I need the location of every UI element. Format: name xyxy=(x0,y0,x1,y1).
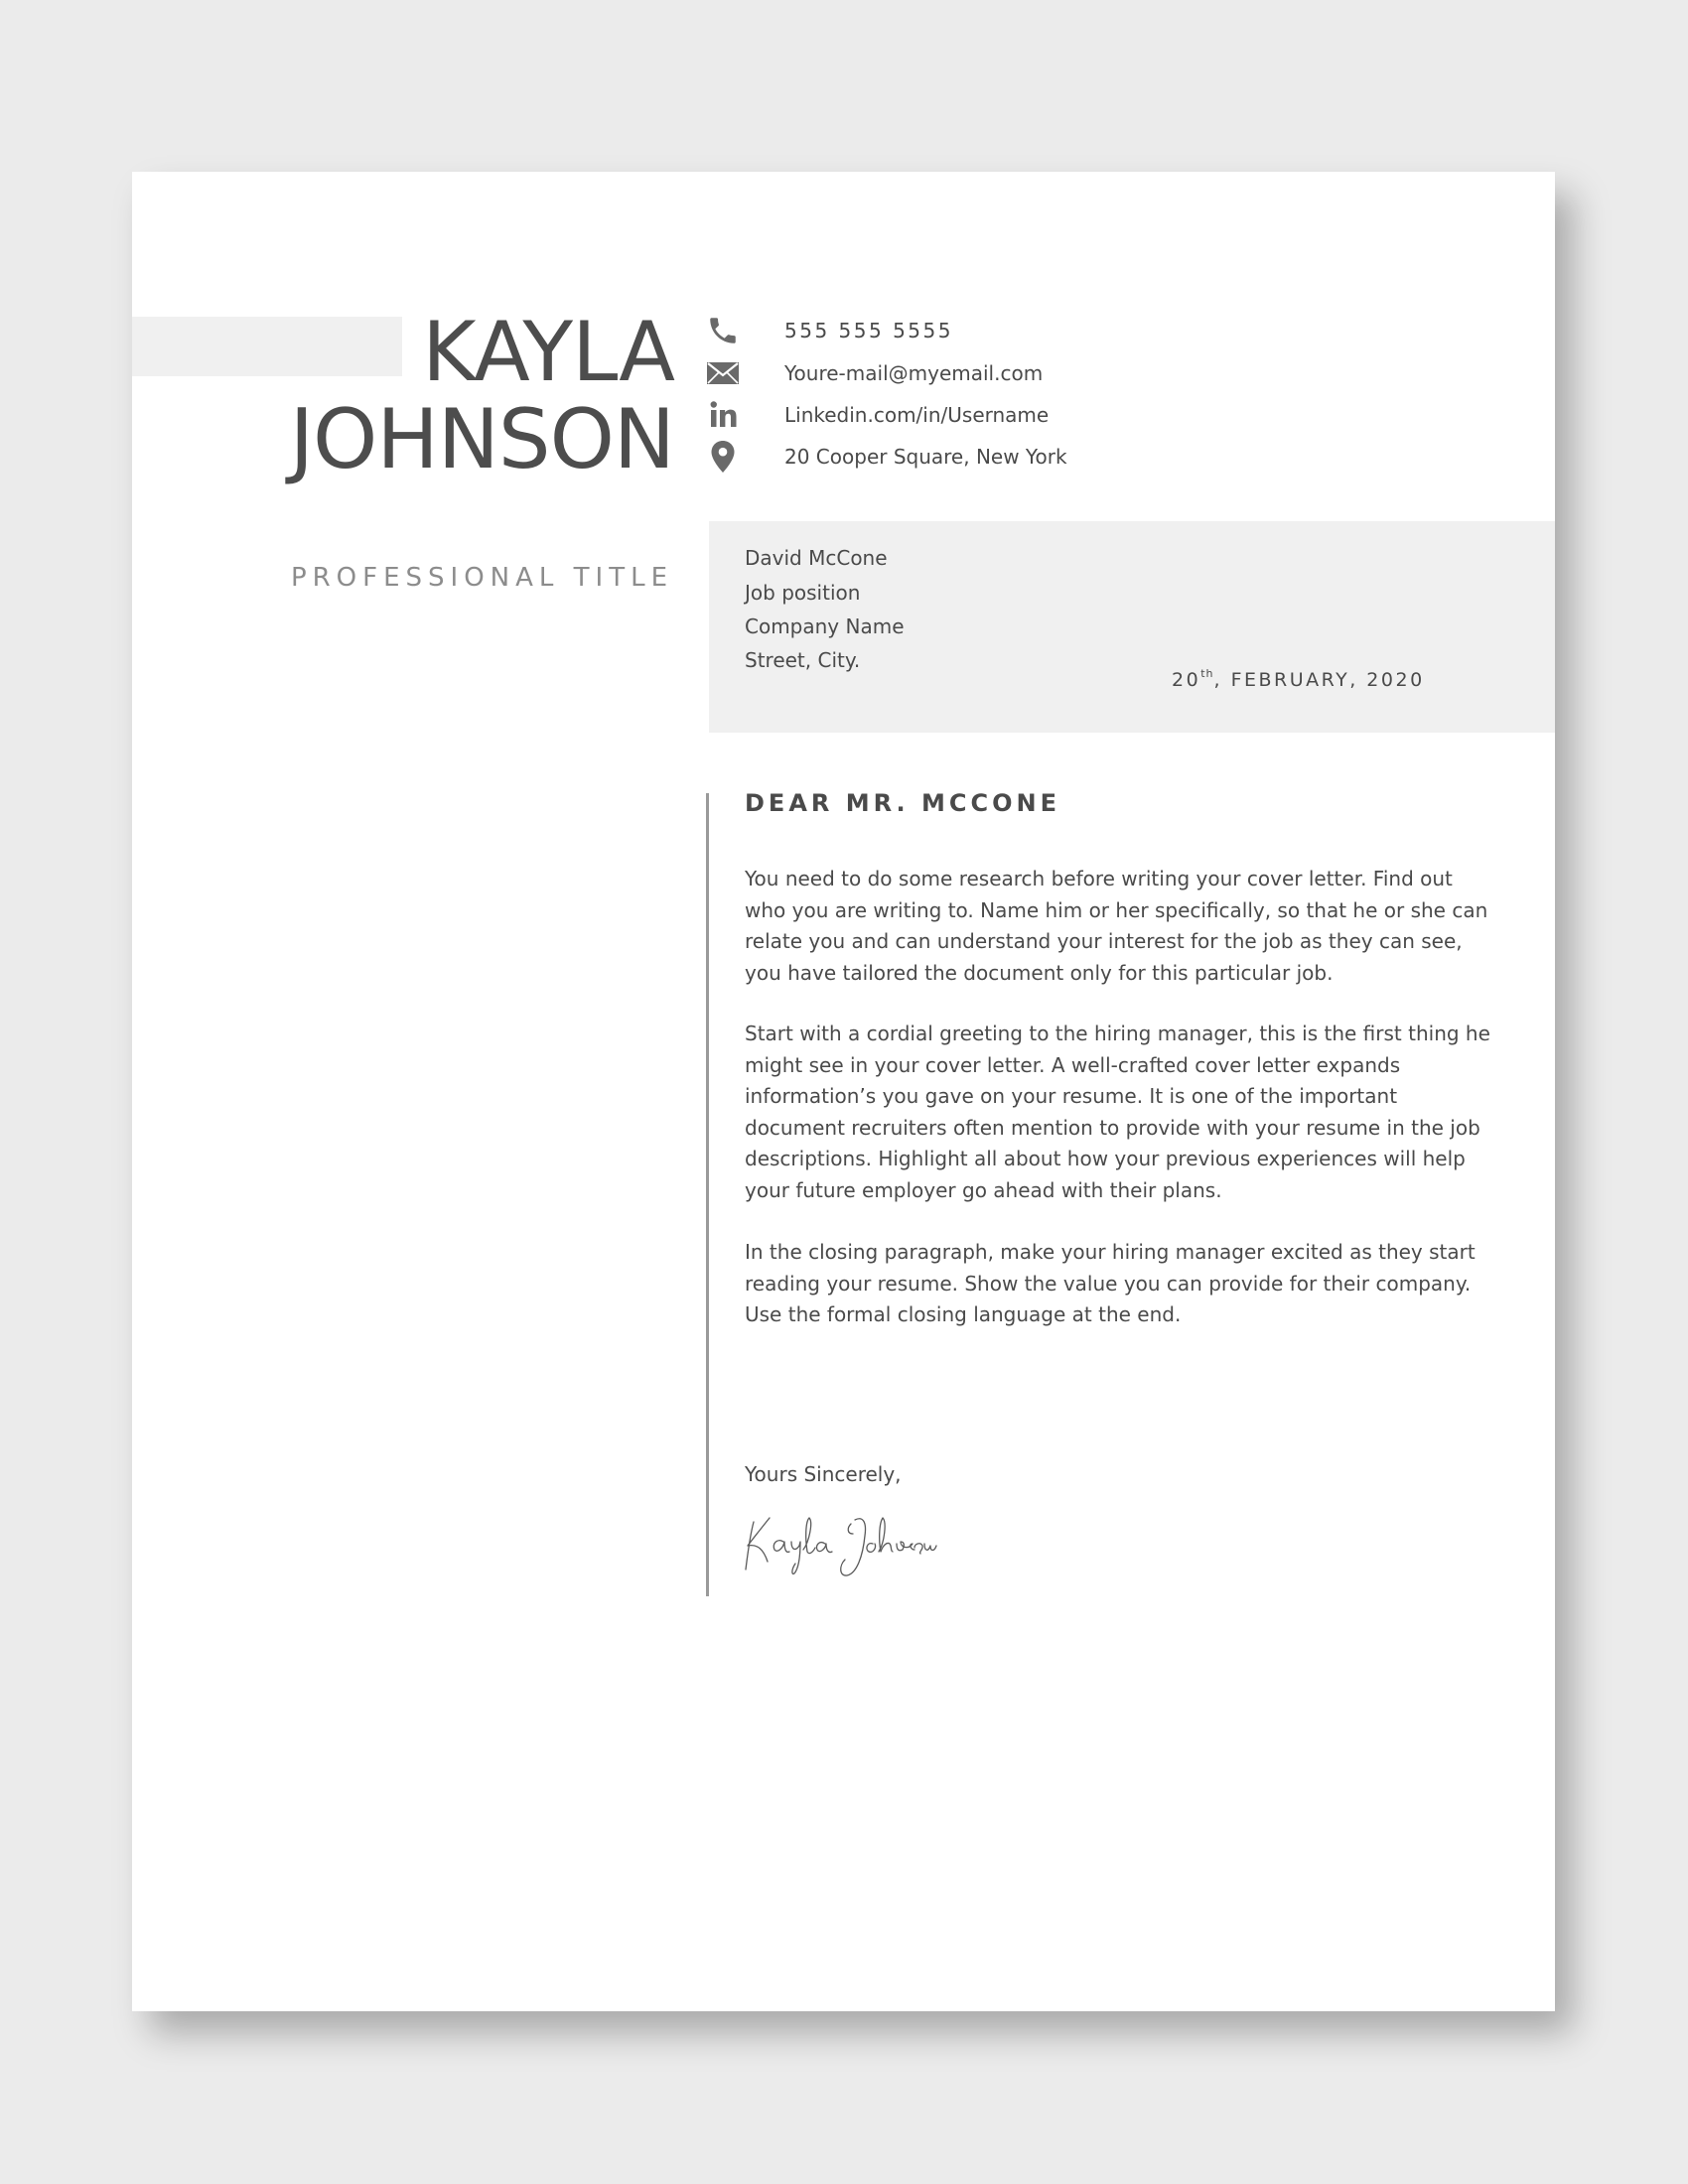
recipient-position: Job position xyxy=(745,581,861,605)
contact-email: Youre-mail@myemail.com xyxy=(784,361,1044,385)
body-line: Use the formal closing language at the end. xyxy=(745,1302,1182,1326)
contact-phone: 555 555 5555 xyxy=(784,319,953,342)
contact-linkedin: Linkedin.com/in/Username xyxy=(784,403,1050,427)
body-line: descriptions. Highlight all about how your previous experiences will help xyxy=(745,1147,1466,1170)
date-rest: , FEBRUARY, 2020 xyxy=(1213,669,1425,691)
recipient-address: Street, City. xyxy=(745,648,861,672)
recipient-name: David McCone xyxy=(745,546,888,570)
first-name: KAYLA xyxy=(422,304,674,400)
body-line: document recruiters often mention to provide with your resume in the job xyxy=(745,1115,1480,1140)
letter-divider-line xyxy=(706,793,709,1596)
closing-line: Yours Sincerely, xyxy=(745,1462,902,1486)
recipient-company: Company Name xyxy=(745,614,905,638)
body-paragraph xyxy=(745,1237,1476,1331)
body-paragraph xyxy=(745,1019,1490,1206)
date-day: 20 xyxy=(1172,669,1201,691)
body-line: your future employer go ahead with their plans. xyxy=(745,1177,1222,1202)
linkedin-icon xyxy=(706,398,740,432)
salutation: DEAR MR. MCCONE xyxy=(745,789,1060,817)
letter-date xyxy=(1172,667,1425,691)
body-line: might see in your cover letter. A well-crafted cover letter expands xyxy=(745,1052,1401,1077)
body-line: You need to do some research before writing your cover letter. Find out xyxy=(745,867,1453,890)
body-line: In the closing paragraph, make your hiring manager excited as they start xyxy=(745,1240,1476,1264)
recipient-panel xyxy=(709,521,1555,733)
body-line: information’s you gave on your resume. It is one of the important xyxy=(745,1084,1398,1108)
body-line: you have tailored the document only for this particular job. xyxy=(745,960,1334,985)
email-icon xyxy=(706,356,740,390)
body-line: who you are writing to. Name him or her specifically, so that he or she can xyxy=(745,897,1488,922)
professional-title: PROFESSIONAL TITLE xyxy=(290,563,673,593)
name-accent-bar xyxy=(132,317,402,376)
body-paragraph xyxy=(745,864,1488,989)
body-line: reading your resume. Show the value you can provide for their company. xyxy=(745,1271,1472,1296)
signature xyxy=(740,1502,958,1581)
last-name: JOHNSON xyxy=(289,391,674,487)
body-line: Start with a cordial greeting to the hiring manager, this is the first thing he xyxy=(745,1022,1490,1045)
phone-icon xyxy=(706,314,740,347)
location-pin-icon xyxy=(706,440,740,474)
body-line: relate you and can understand your interest for the job as they can see, xyxy=(745,929,1463,953)
cover-letter-page xyxy=(132,172,1555,2011)
contact-address: 20 Cooper Square, New York xyxy=(784,445,1067,469)
date-suffix: th xyxy=(1200,667,1214,680)
